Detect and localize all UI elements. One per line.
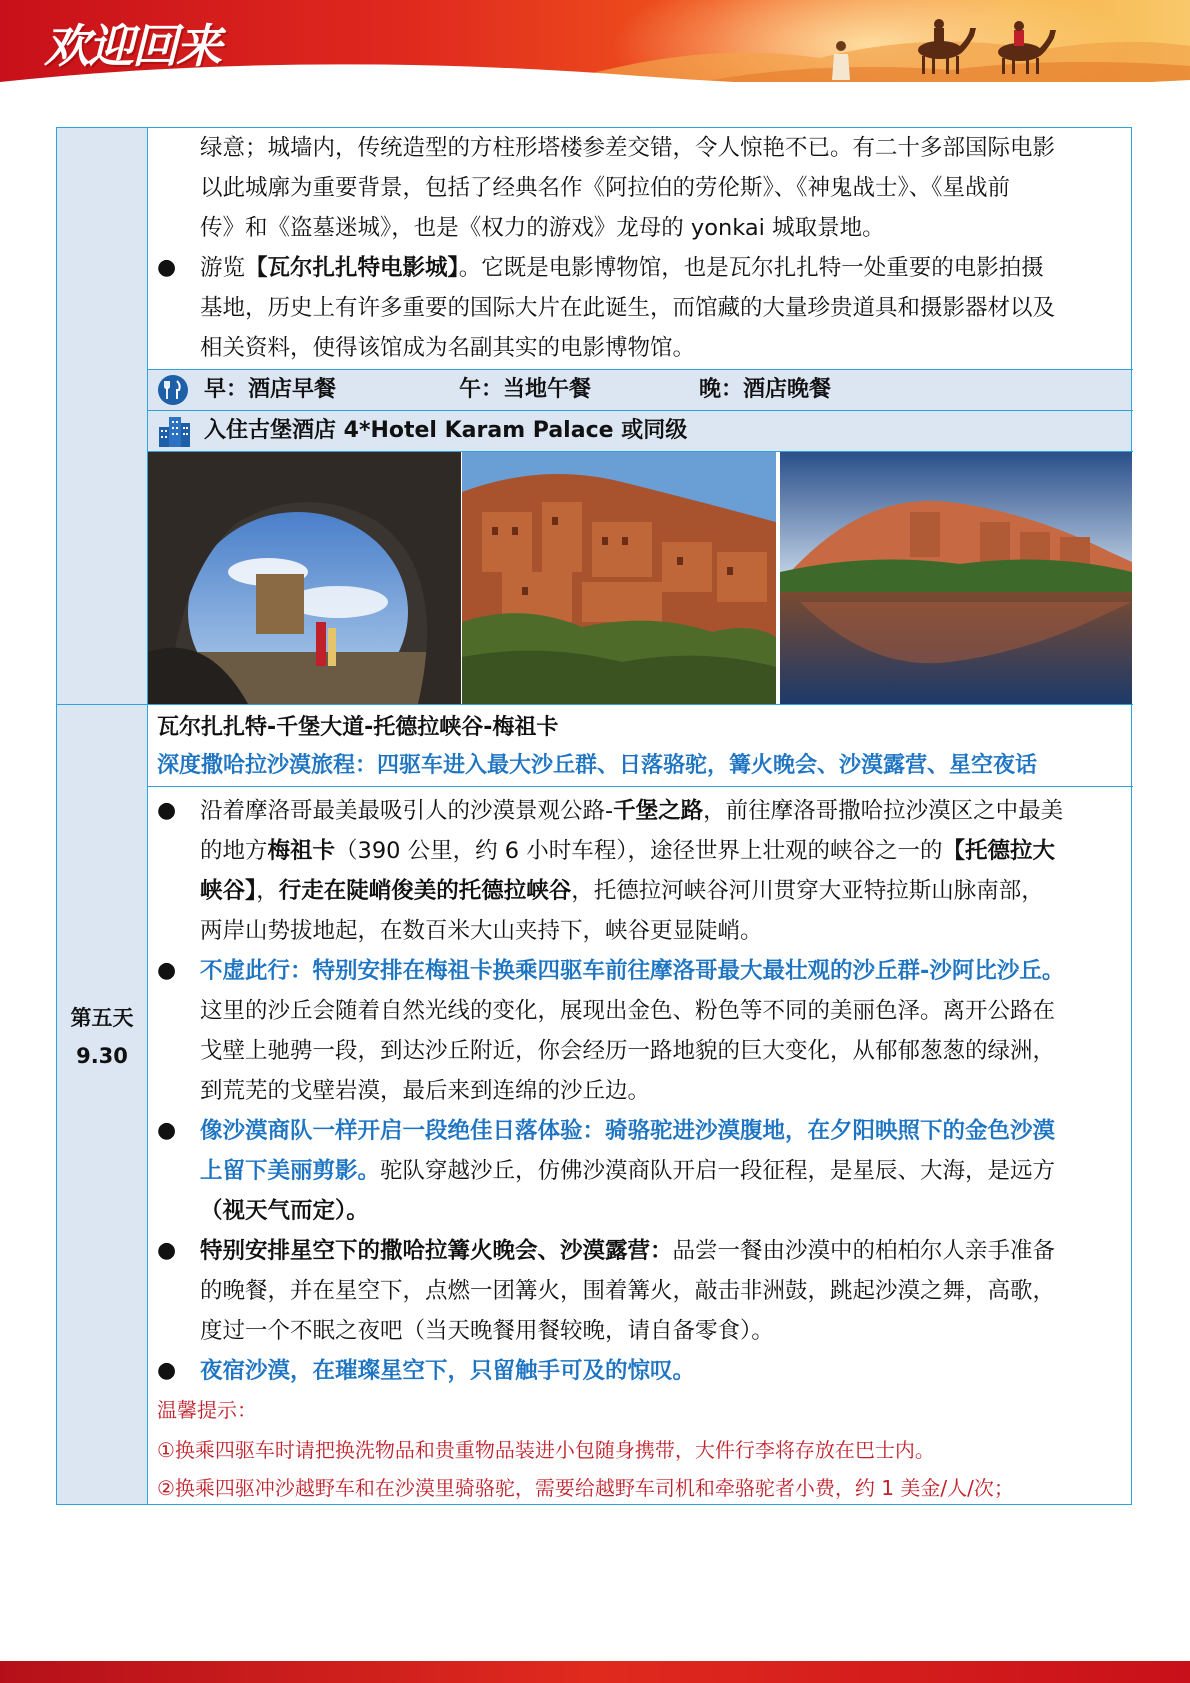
hotel-building-icon (157, 415, 191, 447)
day5-p1-line: 的地方梅祖卡（390 公里，约 6 小时车程），途径世界上壮观的峡谷之一的【托德拉大 (200, 838, 1056, 864)
bullet-dot: ● (157, 255, 177, 280)
kasbah-village-photo (462, 452, 776, 704)
bullet-dot: ● (157, 1358, 177, 1383)
day4-text-line: 基地，历史上有许多重要的国际大片在此诞生，而馆藏的大量珍贵道具和摄影器材以及 (200, 295, 1056, 321)
day5-p1-line: 两岸山势拔地起，在数百米大山夹持下，峡谷更显陡峭。 (200, 918, 763, 944)
day4-text-line: 以此城廓为重要背景，包括了经典名作《阿拉伯的劳伦斯》、《神鬼战士》、《星战前 (200, 175, 1011, 201)
day5-p2-line: 戈壁上驰骋一段，到达沙丘附近，你会经历一路地貌的巨大变化，从郁郁葱葱的绿洲， (200, 1038, 1056, 1064)
day5-p2-line: 这里的沙丘会随着自然光线的变化，展现出金色、粉色等不同的美丽色泽。离开公路在 (200, 998, 1056, 1024)
day5-p5-highlight: 夜宿沙漠，在璀璨星空下，只留触手可及的惊叹。 (200, 1358, 696, 1384)
day5-label-cell (57, 705, 147, 1504)
day4-film-city-line: 游览【瓦尔扎扎特电影城】。它既是电影博物馆，也是瓦尔扎扎特一处重要的电影拍摄 (200, 255, 1044, 281)
day5-p2-highlight: 不虚此行：特别安排在梅祖卡换乘四驱车前往摩洛哥最大最壮观的沙丘群-沙阿比沙丘。 (200, 958, 1065, 984)
tip-item: ②换乘四驱冲沙越野车和在沙漠里骑骆驼，需要给越野车司机和牵骆驼者小费，约 1 美金/人/次； (157, 1476, 1014, 1500)
day5-p1-line: 峡谷】，行走在陡峭俊美的托德拉峡谷，托德拉河峡谷河川贯穿大亚特拉斯山脉南部， (200, 878, 1044, 904)
tip-item: ①换乘四驱车时请把换洗物品和贵重物品装进小包随身携带，大件行李将存放在巴士内。 (157, 1438, 935, 1462)
day4-label-cell (57, 128, 147, 704)
day5-p3-line: （视天气而定）。 (200, 1198, 369, 1224)
day4-text-line: 传》和《盗墓迷城》，也是《权力的游戏》龙母的 yonkai 城取景地。 (200, 215, 885, 241)
day5-p4-line: 度过一个不眠之夜吧（当天晚餐用餐较晚，请自备零食）。 (200, 1318, 774, 1344)
day5-p4-line: 的晚餐，并在星空下，点燃一团篝火，围着篝火，敲击非洲鼓，跳起沙漠之舞，高歌， (200, 1278, 1056, 1304)
meal-lunch: 午：当地午餐 (459, 377, 592, 402)
day5-label: 第五天 (70, 1006, 134, 1030)
day5-p3-highlight: 像沙漠商队一样开启一段绝佳日落体验：骑骆驼进沙漠腹地，在夕阳映照下的金色沙漠 (200, 1118, 1056, 1144)
meal-breakfast: 早：酒店早餐 (204, 377, 337, 402)
rock-arch-desert-photo (148, 452, 461, 704)
kasbah-reflection-photo (780, 452, 1132, 704)
day5-subtitle: 深度撒哈拉沙漠旅程：四驱车进入最大沙丘群、日落骆驼，篝火晚会、沙漠露营、星空夜话 (157, 753, 1038, 778)
day5-p1-line: 沿着摩洛哥最美最吸引人的沙漠景观公路-千堡之路，前往摩洛哥撒哈拉沙漠区之中最美 (200, 798, 1064, 824)
header-banner (0, 0, 1190, 82)
day4-text-line: 相关资料，使得该馆成为名副其实的电影博物馆。 (200, 335, 696, 361)
bullet-dot: ● (157, 798, 177, 823)
bullet-dot: ● (157, 1118, 177, 1143)
meal-utensils-icon (157, 374, 189, 406)
bullet-dot: ● (157, 958, 177, 983)
bullet-dot: ● (157, 1238, 177, 1263)
day5-p2-line: 到荒芜的戈壁岩漠，最后来到连绵的沙丘边。 (200, 1078, 651, 1104)
day5-route: 瓦尔扎扎特-千堡大道-托德拉峡谷-梅祖卡 (157, 715, 559, 740)
footer-bar (0, 1661, 1190, 1683)
itinerary-table (56, 127, 1132, 1505)
welcome-logo: 欢迎回来 (44, 19, 220, 73)
meal-dinner: 晚：酒店晚餐 (699, 377, 832, 402)
day5-date: 9.30 (76, 1044, 128, 1068)
day4-text-line: 绿意；城墙内，传统造型的方柱形塔楼参差交错，令人惊艳不已。有二十多部国际电影 (200, 135, 1056, 161)
tips-title: 温馨提示： (157, 1398, 257, 1422)
day5-p4-line: 特别安排星空下的撒哈拉篝火晚会、沙漠露营：品尝一餐由沙漠中的柏柏尔人亲手准备 (200, 1238, 1056, 1264)
day5-p3-line: 上留下美丽剪影。驼队穿越沙丘，仿佛沙漠商队开启一段征程，是星辰、大海，是远方 (200, 1158, 1056, 1184)
hotel-info: 入住古堡酒店 4*Hotel Karam Palace 或同级 (204, 418, 688, 443)
